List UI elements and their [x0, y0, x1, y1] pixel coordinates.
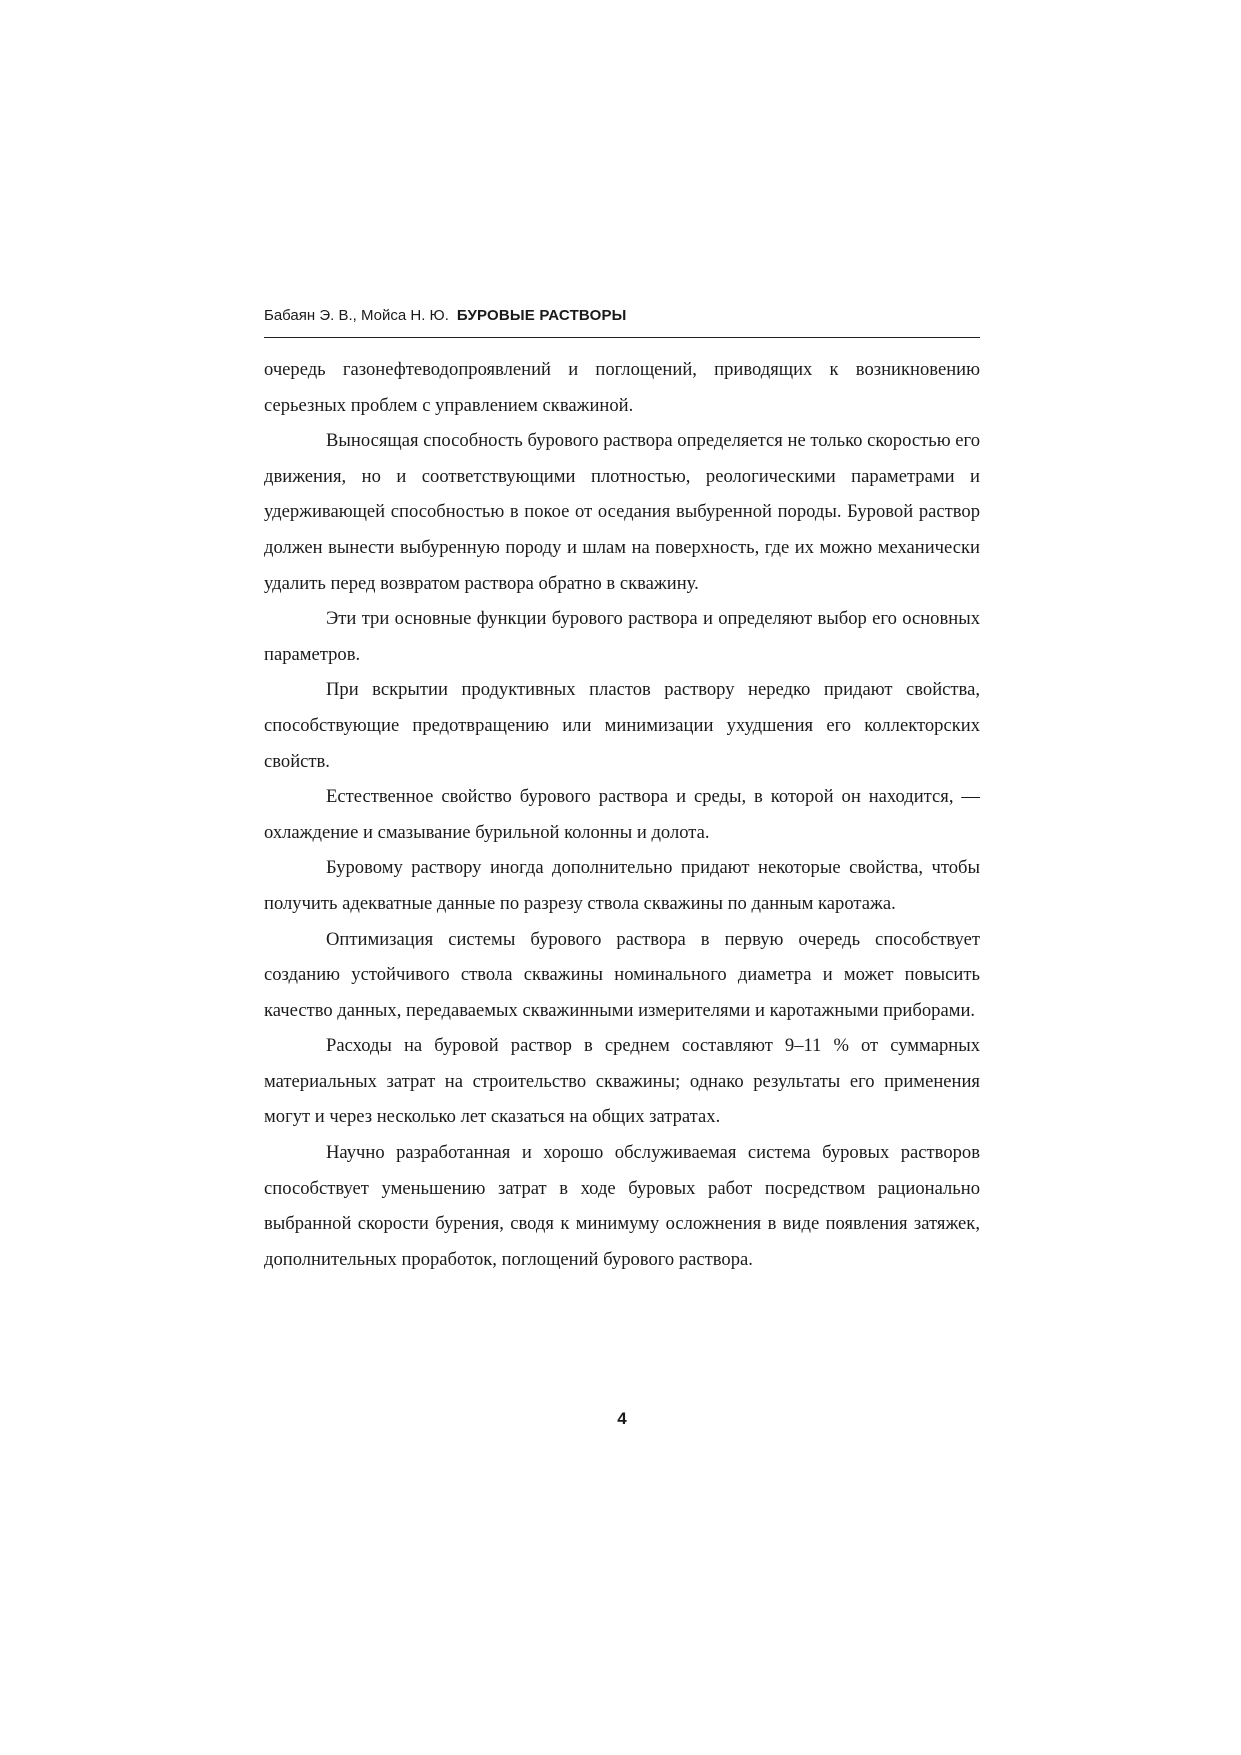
book-page — [264, 0, 980, 1755]
header-authors: Бабаян Э. В., Мойса Н. Ю. — [264, 307, 449, 324]
running-header — [264, 306, 980, 326]
page-number: 4 — [617, 1409, 627, 1428]
header-book-title: БУРОВЫЕ РАСТВОРЫ — [456, 307, 627, 324]
body-text — [264, 352, 980, 1277]
paragraph: Эти три основные функции бурового раствора и определяют выбор его основных параметров. — [264, 608, 980, 665]
paragraph: Оптимизация системы бурового раствора в первую очередь способствует созданию устойчивого ствола скважины номинального диаметра и может повысить качество данных, передаваемых скважинными измерителями и каротажными приборами. — [264, 928, 980, 1021]
paragraph-continued: очередь газонефтеводопроявлений и поглощений, приводящих к возникновению серьезных проблем с управлением скважиной. — [264, 359, 980, 416]
paragraph: Естественное свойство бурового раствора и среды, в которой он находится, — охлаждение и смазывание бурильной колонны и долота. — [264, 786, 980, 843]
paragraph: Расходы на буровой раствор в среднем составляют 9–11 % от суммарных материальных затрат на строительство скважины; однако результаты его применения могут и через несколько лет сказаться на общих затратах. — [264, 1035, 980, 1128]
paragraph: Буровому раствору иногда дополнительно придают некоторые свойства, чтобы получить адекватные данные по разрезу ствола скважины по данным каротажа. — [264, 857, 980, 914]
header-rule — [264, 337, 980, 338]
paragraph: При вскрытии продуктивных пластов раствору нередко придают свойства, способствующие предотвращению или минимизации ухудшения его коллекторских свойств. — [264, 679, 980, 772]
paragraph: Выносящая способность бурового раствора определяется не только скоростью его движения, но и соответствующими плотностью, реологическими параметрами и удерживающей способностью в покое от оседания выбуренной породы. Буровой раствор должен вынести выбуренную породу и шлам на поверхность, где их можно механически удалить перед возвратом раствора обратно в скважину. — [264, 430, 980, 594]
paragraph: Научно разработанная и хорошо обслуживаемая система буровых растворов способствует уменьшению затрат в ходе буровых работ посредством рационально выбранной скорости бурения, сводя к минимуму осложнения в виде появления затяжек, дополнительных проработок, поглощений бурового раствора. — [264, 1142, 980, 1270]
